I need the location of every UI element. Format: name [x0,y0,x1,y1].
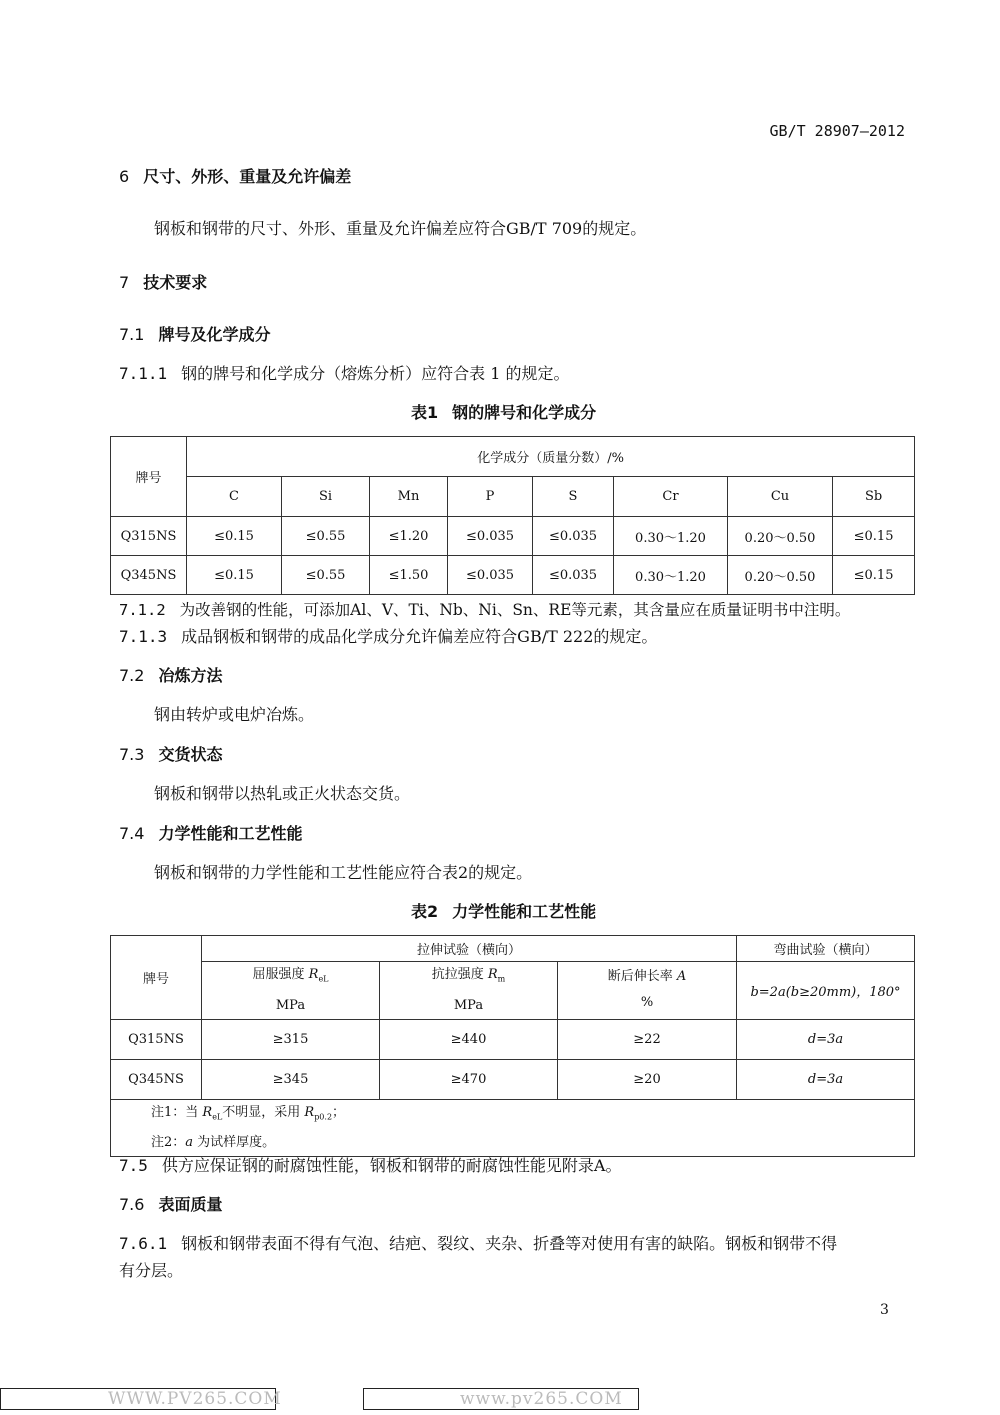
elongation-header [558,962,737,1020]
section-title: 表面质量 [158,1195,223,1214]
element-header: Cu [728,477,833,517]
note-text: 为试样厚度。 [193,1135,276,1151]
section-number: 7.3 [119,745,145,764]
section-6-heading [119,164,351,187]
section-title: 交货状态 [158,745,223,764]
clause-text: 钢的牌号和化学成分（熔炼分析）应符合表 1 的规定。 [181,364,570,383]
section-number: 7.4 [119,824,145,843]
value-cell: ≥345 [202,1059,380,1099]
section-number: 6 [119,167,130,186]
value-cell: ≤0.15 [187,517,282,556]
value-cell: d=3a [737,1059,915,1099]
section-number: 7.5 [119,1156,148,1175]
value-cell: ≤0.15 [833,556,915,595]
clause-7-1-3 [119,624,657,647]
element-header: Si [282,477,370,517]
grade-cell: Q345NS [111,1059,202,1099]
value-cell: ≤1.20 [370,517,448,556]
value-cell: ≤0.55 [282,556,370,595]
element-header: Cr [614,477,728,517]
clause-7-6-1 [119,1231,837,1254]
section-7-2-heading [119,663,222,686]
table-title: 力学性能和工艺性能 [452,902,597,921]
note-text: 注2： [151,1135,186,1151]
clause-text: 为改善钢的性能，可添加Al、V、Ti、Nb、Ni、Sn、RE等元素，其含量应在质量证明书中注明。 [179,601,851,619]
section-7-2-text: 钢由转炉或电炉冶炼。 [154,705,315,724]
bend-test-header: 弯曲试验（横向） [737,936,915,962]
clause-number: 7.6.1 [119,1234,168,1253]
value-cell: ≤0.035 [533,556,614,595]
symbol: A [676,969,687,985]
value-cell: ≤0.15 [833,517,915,556]
table-2-caption [411,899,596,922]
page-number: 3 [880,1302,889,1318]
symbol-subscript: eL [212,1112,223,1122]
value-cell: d=3a [737,1019,915,1059]
watermark: www.pv265.COM [460,1389,623,1409]
section-7-4-text: 钢板和钢带的力学性能和工艺性能应符合表2的规定。 [154,863,533,882]
value-cell: 0.30～1.20 [614,517,728,556]
composition-group-header: 化学成分（质量分数）/% [187,437,915,477]
note-text: 不明显，采用 [222,1104,305,1120]
value-cell: ≤0.035 [533,517,614,556]
section-title: 技术要求 [143,273,208,292]
element-header: Mn [370,477,448,517]
section-title: 力学性能和工艺性能 [158,824,303,843]
table-row [111,1059,915,1099]
element-header: P [448,477,533,517]
element-header: C [187,477,282,517]
table-title: 钢的牌号和化学成分 [452,403,597,422]
unit: MPa [275,997,306,1013]
grade-header: 牌号 [111,437,187,517]
symbol-subscript: eL [318,974,329,984]
grade-cell: Q315NS [111,517,187,556]
value-cell: ≤0.15 [187,556,282,595]
symbol-subscript: p0.2 [314,1112,333,1122]
section-title: 冶炼方法 [158,666,223,685]
standard-number: GB/T 28907—2012 [769,122,905,140]
value-cell: ≤1.50 [370,556,448,595]
grade-header: 牌号 [111,936,202,1020]
bend-condition: b=2a(b≥20mm)，180° [737,962,915,1020]
chemical-composition-table [110,436,915,595]
section-number: 7.2 [119,666,145,685]
section-title: 牌号及化学成分 [158,325,271,344]
note-text: 注1：当 [151,1104,203,1120]
unit: % [640,995,654,1011]
element-header: Sb [833,477,915,517]
section-6-text: 钢板和钢带的尺寸、外形、重量及允许偏差应符合GB/T 709的规定。 [154,219,647,238]
grade-cell: Q345NS [111,556,187,595]
element-header: S [533,477,614,517]
table-1-caption [411,400,596,423]
section-number: 7.1 [119,325,145,344]
symbol: R [487,967,498,982]
value-cell: ≤0.55 [282,517,370,556]
tensile-test-header: 拉伸试验（横向） [202,936,737,962]
section-7-5 [119,1153,621,1176]
column-name: 抗拉强度 [431,967,488,982]
unit: MPa [453,997,484,1013]
section-number: 7 [119,273,130,292]
value-cell: 0.30～1.20 [614,556,728,595]
column-name: 断后伸长率 [607,969,677,985]
clause-number: 7.1.3 [119,627,168,646]
clause-text: 成品钢板和钢带的成品化学成分允许偏差应符合GB/T 222的规定。 [181,627,658,646]
section-7-6-heading [119,1192,222,1215]
section-7-heading [119,270,207,293]
symbol: R [308,967,319,982]
table-number: 表2 [411,902,439,921]
section-number: 7.6 [119,1195,145,1214]
value-cell: ≥22 [558,1019,737,1059]
section-7-3-text: 钢板和钢带以热轧或正火状态交货。 [154,784,411,803]
value-cell: ≥20 [558,1059,737,1099]
grade-cell: Q315NS [111,1019,202,1059]
note-1 [151,1105,345,1120]
value-cell: ≥470 [380,1059,558,1099]
table-row [111,1019,915,1059]
mechanical-properties-table [110,935,915,1157]
value-cell: 0.20～0.50 [728,517,833,556]
section-text: 供方应保证钢的耐腐蚀性能，钢板和钢带的耐腐蚀性能见附录A。 [161,1156,622,1175]
table-row [111,556,915,595]
table-number: 表1 [411,403,439,422]
symbol: a [185,1135,194,1151]
yield-strength-header [202,962,380,1020]
symbol: R [304,1104,315,1120]
symbol: R [202,1104,213,1120]
note-2 [151,1135,275,1150]
section-7-3-heading [119,742,222,765]
value-cell: ≤0.035 [448,517,533,556]
section-7-1-heading [119,322,270,345]
value-cell: ≥440 [380,1019,558,1059]
value-cell: 0.20～0.50 [728,556,833,595]
clause-7-6-1-continued: 有分层。 [119,1261,184,1280]
note-text: ； [332,1104,346,1120]
value-cell: ≥315 [202,1019,380,1059]
tensile-strength-header [380,962,558,1020]
column-name: 屈服强度 [252,967,309,982]
section-title: 尺寸、外形、重量及允许偏差 [143,167,352,186]
clause-7-1-1 [119,361,570,384]
clause-7-1-2 [119,598,850,620]
section-7-4-heading [119,821,302,844]
clause-number: 7.1.2 [119,601,166,619]
table-row [111,517,915,556]
watermark: WWW.PV265.COM [108,1389,282,1409]
clause-number: 7.1.1 [119,364,168,383]
clause-text: 钢板和钢带表面不得有气泡、结疤、裂纹、夹杂、折叠等对使用有害的缺陷。钢板和钢带不得 [181,1234,838,1253]
value-cell: ≤0.035 [448,556,533,595]
table-notes [111,1099,915,1157]
symbol-subscript: m [497,974,506,984]
